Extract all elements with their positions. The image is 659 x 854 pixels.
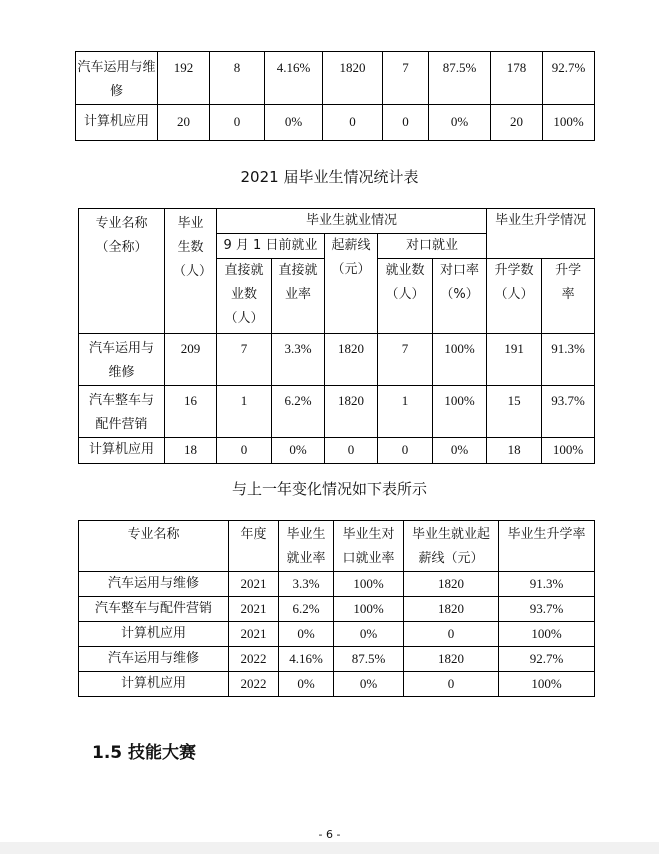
page-number: - 6 - [318, 828, 341, 841]
table-cell: 1820 [325, 386, 378, 438]
table-cell: 16 [165, 386, 217, 438]
table-cell: 3.3% [279, 572, 334, 597]
header-employment-rate: 毕业生就业率 [279, 521, 334, 572]
header-employment: 毕业生就业情况 [217, 209, 487, 234]
header-further-rate: 毕业生升学率 [499, 521, 595, 572]
table-cell: 100% [499, 622, 595, 647]
table-top [75, 51, 595, 141]
table-cell: 1820 [404, 572, 499, 597]
table-row [79, 386, 595, 438]
table-cell: 100% [543, 105, 595, 141]
table-cell: 1820 [325, 334, 378, 386]
table-cell: 汽车整车与配件营销 [79, 597, 229, 622]
header-matched-count: 就业数（人） [378, 259, 433, 334]
table-cell: 2021 [229, 597, 279, 622]
header-further-count: 升学数（人） [487, 259, 542, 334]
section-heading: 1.5 技能大赛 [92, 743, 197, 763]
header-further-rate: 升学率 [542, 259, 595, 334]
table-cell: 2022 [229, 647, 279, 672]
table-cell: 汽车运用与维修 [79, 572, 229, 597]
table-year-change [78, 520, 595, 697]
table-caption-2021: 2021 届毕业生情况统计表 [240, 168, 419, 186]
header-matched-rate: 毕业生对口就业率 [334, 521, 404, 572]
header-matched: 对口就业 [378, 234, 487, 259]
header-further: 毕业生升学情况 [487, 209, 595, 259]
table-cell: 0 [378, 438, 433, 464]
table-cell: 1 [217, 386, 272, 438]
table-cell: 1820 [404, 647, 499, 672]
table-cell: 91.3% [542, 334, 595, 386]
table-cell: 0% [334, 622, 404, 647]
header-salary: 起薪线（元） [325, 234, 378, 334]
table-cell: 100% [499, 672, 595, 697]
table-cell: 0% [429, 105, 491, 141]
table-cell: 18 [165, 438, 217, 464]
table-cell: 20 [158, 105, 210, 141]
table-row [79, 438, 595, 464]
table-cell: 91.3% [499, 572, 595, 597]
table-cell: 178 [491, 52, 543, 105]
table-header-row [79, 209, 595, 234]
table-cell: 1 [378, 386, 433, 438]
table-cell: 6.2% [279, 597, 334, 622]
table-cell: 0% [279, 622, 334, 647]
table-cell: 2022 [229, 672, 279, 697]
table-cell: 2021 [229, 622, 279, 647]
table-cell: 汽车整车与配件营销 [79, 386, 165, 438]
table-cell: 4.16% [279, 647, 334, 672]
table-row [79, 597, 595, 622]
table-cell: 汽车运用与维修 [79, 334, 165, 386]
table-cell: 8 [210, 52, 265, 105]
table-cell: 1820 [323, 52, 383, 105]
table-header-row [79, 521, 595, 572]
table-cell: 192 [158, 52, 210, 105]
table-cell: 15 [487, 386, 542, 438]
table-cell: 0 [210, 105, 265, 141]
table-cell: 0% [272, 438, 325, 464]
header-salary: 毕业生就业起薪线（元） [404, 521, 499, 572]
table-cell: 100% [542, 438, 595, 464]
table-cell: 0% [433, 438, 487, 464]
table-cell: 汽车运用与维修 [79, 647, 229, 672]
table-cell: 87.5% [429, 52, 491, 105]
table-row [79, 334, 595, 386]
table-cell: 100% [334, 597, 404, 622]
table-row [79, 572, 595, 597]
table-cell: 92.7% [543, 52, 595, 105]
header-major: 专业名称 [79, 521, 229, 572]
table-cell: 0 [325, 438, 378, 464]
table-cell: 3.3% [272, 334, 325, 386]
table-cell: 0 [323, 105, 383, 141]
table-cell: 100% [433, 386, 487, 438]
header-grads: 毕业生数（人） [165, 209, 217, 334]
table-row [79, 672, 595, 697]
table-cell: 计算机应用 [76, 105, 158, 141]
table-cell: 87.5% [334, 647, 404, 672]
table-cell: 0 [383, 105, 429, 141]
table-cell: 100% [433, 334, 487, 386]
table-2021-graduates [78, 208, 595, 464]
header-matched-rate: 对口率（%） [433, 259, 487, 334]
header-before-sep: 9 月 1 日前就业 [217, 234, 325, 259]
table-cell: 0 [404, 622, 499, 647]
header-year: 年度 [229, 521, 279, 572]
table-cell: 18 [487, 438, 542, 464]
table-row [79, 622, 595, 647]
table-cell: 0% [279, 672, 334, 697]
table-cell: 4.16% [265, 52, 323, 105]
table-cell: 1820 [404, 597, 499, 622]
header-major: 专业名称（全称） [79, 209, 165, 334]
table-cell: 100% [334, 572, 404, 597]
header-direct-rate: 直接就业率 [272, 259, 325, 334]
table-cell: 计算机应用 [79, 438, 165, 464]
table-cell: 93.7% [542, 386, 595, 438]
table-cell: 0 [404, 672, 499, 697]
table-cell: 0 [217, 438, 272, 464]
table-cell: 6.2% [272, 386, 325, 438]
table-cell: 7 [217, 334, 272, 386]
table-cell: 7 [383, 52, 429, 105]
table-row [76, 105, 595, 141]
table-row [79, 647, 595, 672]
table-cell: 7 [378, 334, 433, 386]
table-cell: 209 [165, 334, 217, 386]
table-caption-change: 与上一年变化情况如下表所示 [231, 480, 427, 498]
page-bottom-edge [0, 842, 659, 854]
table-cell: 92.7% [499, 647, 595, 672]
table-cell: 2021 [229, 572, 279, 597]
table-row [76, 52, 595, 105]
table-cell: 计算机应用 [79, 622, 229, 647]
table-cell: 0% [334, 672, 404, 697]
table-cell: 20 [491, 105, 543, 141]
table-cell: 0% [265, 105, 323, 141]
table-cell: 汽车运用与维修 [76, 52, 158, 105]
table-cell: 191 [487, 334, 542, 386]
table-cell: 93.7% [499, 597, 595, 622]
table-cell: 计算机应用 [79, 672, 229, 697]
header-direct-count: 直接就业数（人） [217, 259, 272, 334]
